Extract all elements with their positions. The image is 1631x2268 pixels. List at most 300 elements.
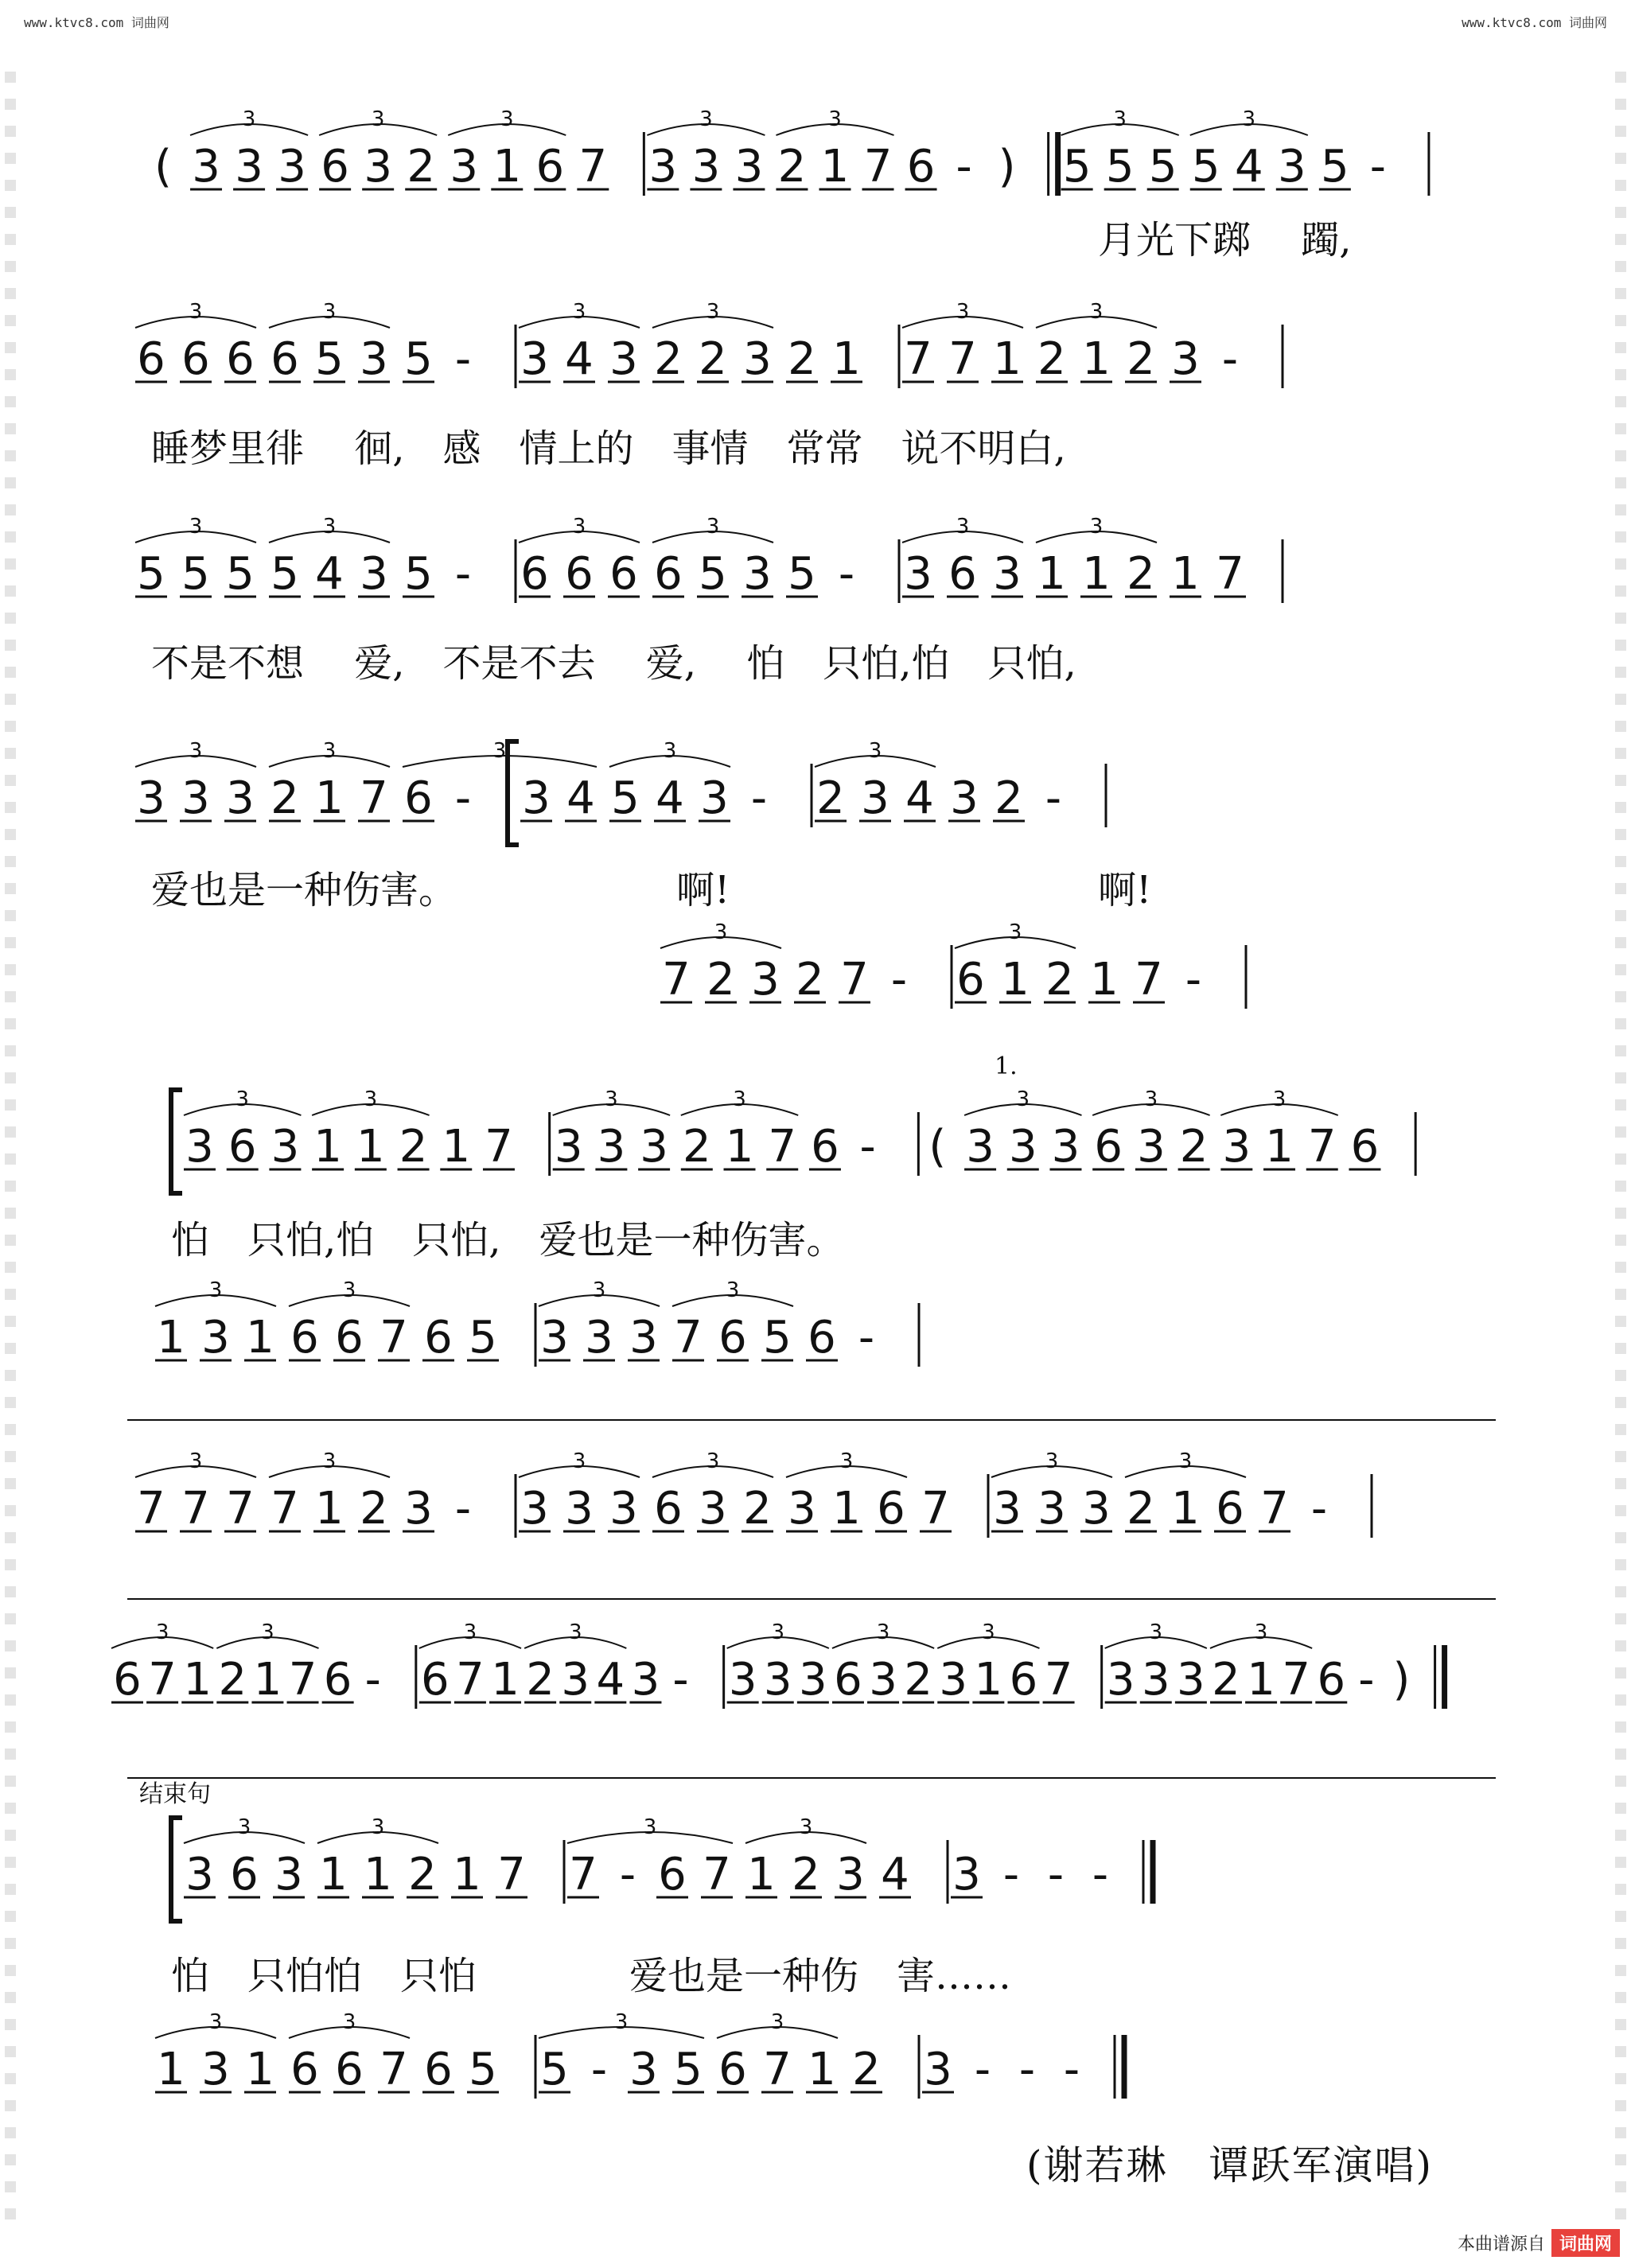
jianpu-note: 6 <box>565 548 594 600</box>
triplet-mark: 3 <box>371 107 385 131</box>
jianpu-note: 6 <box>1317 1654 1346 1706</box>
triplet-mark: 3 <box>155 1620 169 1644</box>
triplet-mark: 3 <box>614 2010 629 2034</box>
jianpu-note: 7 <box>1307 1121 1337 1173</box>
jianpu-note: 3 <box>192 141 220 193</box>
jianpu-note: 6 <box>718 2044 747 2095</box>
jianpu-note: 3 <box>924 2044 952 2095</box>
jianpu-note: 3 <box>728 1654 757 1706</box>
triplet-mark: 3 <box>236 1087 249 1111</box>
jianpu-note: 6 <box>834 1654 862 1706</box>
jianpu-note: 5 <box>404 333 433 385</box>
jianpu-note: 1 <box>319 1849 348 1900</box>
jianpu-note: - <box>1310 1483 1328 1535</box>
jianpu-note: 7 <box>703 1849 731 1900</box>
triplet-mark: 3 <box>189 739 203 763</box>
jianpu-note: 7 <box>904 333 932 385</box>
jianpu-note: 3 <box>788 1483 816 1535</box>
jianpu-note: - <box>454 1483 472 1535</box>
lyric-line: 睡梦里徘 徊, 感 情上的 事情 常常 说不明白, <box>151 426 1066 471</box>
jianpu-note: 4 <box>596 1654 625 1706</box>
jianpu-note: 3 <box>137 772 165 824</box>
jianpu-note: 1 <box>442 1121 471 1173</box>
jianpu-note: 1 <box>157 2044 185 2095</box>
jianpu-note: 6 <box>421 1654 450 1706</box>
triplet-mark: 3 <box>237 1815 251 1839</box>
jianpu-note: 7 <box>1044 1654 1073 1706</box>
jianpu-note: 1 <box>1247 1654 1275 1706</box>
triplet-mark: 3 <box>189 300 203 324</box>
jianpu-note: 1 <box>246 2044 274 2095</box>
jianpu-note: 2 <box>904 1654 932 1706</box>
jianpu-note: 3 <box>1082 1483 1111 1535</box>
jianpu-note: - <box>1185 954 1202 1006</box>
triplet-mark: 3 <box>322 1449 337 1473</box>
jianpu-note: 6 <box>658 1849 687 1900</box>
jianpu-note: 5 <box>788 548 816 600</box>
jianpu-note: 6 <box>404 772 433 824</box>
triplet-mark: 3 <box>1008 920 1022 944</box>
jianpu-note: 6 <box>335 1312 364 1364</box>
jianpu-note: 7 <box>456 1654 485 1706</box>
jianpu-note: 5 <box>1062 141 1092 193</box>
jianpu-note: 1 <box>808 2044 836 2095</box>
triplet-mark: 3 <box>500 107 514 131</box>
triplet-mark: 3 <box>956 515 970 539</box>
jianpu-note: 1 <box>1082 333 1111 385</box>
triplet-mark: 3 <box>364 1087 378 1111</box>
jianpu-note: 6 <box>424 2044 453 2095</box>
system-bracket <box>508 741 519 845</box>
jianpu-note: 3 <box>1037 1483 1066 1535</box>
jianpu-note: 4 <box>905 772 934 824</box>
jianpu-note: 3 <box>799 1654 827 1706</box>
jianpu-note: 3 <box>554 1121 583 1173</box>
jianpu-note: 5 <box>699 548 727 600</box>
triplet-mark: 3 <box>699 107 713 131</box>
jianpu-note: 1 <box>747 1849 776 1900</box>
jianpu-note: 6 <box>654 1483 683 1535</box>
triplet-mark: 3 <box>1254 1620 1268 1644</box>
jianpu-note: 2 <box>852 2044 881 2095</box>
triplet-mark: 3 <box>371 1815 385 1839</box>
jianpu-note: 3 <box>836 1849 865 1900</box>
jianpu-note: 2 <box>1037 333 1066 385</box>
jianpu-note: - <box>672 1654 689 1706</box>
jianpu-note: 7 <box>578 141 608 193</box>
jianpu-note: - <box>1045 772 1062 824</box>
triplet-mark: 3 <box>828 107 842 131</box>
jianpu-note: 3 <box>609 333 638 385</box>
jianpu-note: 7 <box>485 1121 513 1173</box>
jianpu-note: 7 <box>569 1849 598 1900</box>
jianpu-note: 1 <box>253 1654 282 1706</box>
triplet-mark: 3 <box>714 920 728 944</box>
jianpu-note: 1 <box>491 1654 520 1706</box>
jianpu-note: ) <box>1392 1654 1411 1706</box>
jianpu-note: 7 <box>497 1849 526 1900</box>
triplet-mark: 3 <box>876 1620 890 1644</box>
jianpu-note: 1 <box>1090 954 1119 1006</box>
jianpu-note: 6 <box>520 548 549 600</box>
triplet-mark: 3 <box>706 515 720 539</box>
triplet-mark: 3 <box>1045 1449 1059 1473</box>
jianpu-note: 7 <box>863 141 893 193</box>
jianpu-note: 6 <box>290 2044 319 2095</box>
jianpu-note: 6 <box>271 333 299 385</box>
jianpu-note: 3 <box>1106 1654 1135 1706</box>
jianpu-note: - <box>838 548 855 600</box>
jianpu-note: 7 <box>380 1312 408 1364</box>
jianpu-note: 3 <box>640 1121 668 1173</box>
jianpu-note: 7 <box>380 2044 408 2095</box>
jianpu-note: 6 <box>718 1312 747 1364</box>
jianpu-note: 3 <box>185 1121 214 1173</box>
jianpu-note: - <box>858 1312 875 1364</box>
jianpu-note: 5 <box>315 333 344 385</box>
jianpu-note: - <box>1063 2044 1080 2095</box>
jianpu-note: 1 <box>993 333 1022 385</box>
triplet-mark: 3 <box>208 1278 223 1302</box>
jianpu-note: 1 <box>356 1121 385 1173</box>
triplet-mark: 3 <box>261 1620 274 1644</box>
jianpu-note: 3 <box>404 1483 433 1535</box>
triplet-mark: 3 <box>1149 1620 1163 1644</box>
jianpu-note: 7 <box>1216 548 1244 600</box>
triplet-mark: 3 <box>189 1449 203 1473</box>
triplet-mark: 3 <box>605 1087 618 1111</box>
jianpu-note: 5 <box>763 1312 792 1364</box>
ending-label: 1. <box>995 1052 1018 1080</box>
lyric-line: 爱也是一种伤害。 <box>151 868 457 912</box>
jianpu-note: 1 <box>832 1483 861 1535</box>
jianpu-note: 7 <box>921 1483 950 1535</box>
jianpu-note: - <box>859 1121 876 1173</box>
jianpu-note: 6 <box>1009 1654 1038 1706</box>
jianpu-note: 2 <box>1127 333 1155 385</box>
jianpu-note: 5 <box>540 2044 569 2095</box>
jianpu-note: 2 <box>218 1654 247 1706</box>
jianpu-note: - <box>1369 141 1386 193</box>
jianpu-note: 1 <box>364 1849 392 1900</box>
jianpu-note: 7 <box>763 2044 792 2095</box>
jianpu-note: 6 <box>811 1121 839 1173</box>
jianpu-note: 3 <box>904 548 932 600</box>
jianpu-note: 2 <box>1127 548 1155 600</box>
jianpu-note: 3 <box>631 1654 660 1706</box>
jianpu-note: 7 <box>674 1312 703 1364</box>
jianpu-note: 2 <box>682 1121 711 1173</box>
jianpu-note: 6 <box>1350 1121 1380 1173</box>
jianpu-note: 3 <box>271 1121 300 1173</box>
jianpu-note: 2 <box>1127 1483 1155 1535</box>
jianpu-note: - <box>364 1654 381 1706</box>
jianpu-note: 7 <box>948 333 977 385</box>
jianpu-note: 6 <box>323 1654 352 1706</box>
jianpu-note: 3 <box>734 141 764 193</box>
jianpu-note: - <box>619 1849 636 1900</box>
jianpu-note: 6 <box>321 141 349 193</box>
jianpu-note: 2 <box>360 1483 388 1535</box>
lyric-line: 怕 只怕,怕 只怕, 爱也是一种伤害。 <box>171 1218 845 1262</box>
triplet-mark: 3 <box>643 1815 657 1839</box>
triplet-mark: 3 <box>208 2010 223 2034</box>
jianpu-note: 7 <box>768 1121 797 1173</box>
jianpu-note: - <box>454 772 472 824</box>
jianpu-note: 6 <box>906 141 936 193</box>
jianpu-note: 6 <box>1216 1483 1244 1535</box>
jianpu-note: 3 <box>609 1483 638 1535</box>
jianpu-note: 5 <box>1191 141 1220 193</box>
jianpu-note: ) <box>998 141 1016 193</box>
jianpu-note: 6 <box>948 548 977 600</box>
triplet-mark: 3 <box>706 300 720 324</box>
lyric-line: 怕 只怕怕 只怕 爱也是一种伤 害…… <box>171 1954 1012 1998</box>
triplet-mark: 3 <box>733 1087 746 1111</box>
jianpu-note: 7 <box>226 1483 255 1535</box>
triplet-mark: 3 <box>1178 1449 1193 1473</box>
jianpu-note: - <box>1002 1849 1020 1900</box>
jianpu-note: 7 <box>181 1483 210 1535</box>
jianpu-note: 2 <box>743 1483 772 1535</box>
jianpu-note: 3 <box>561 1654 590 1706</box>
jianpu-note: 7 <box>271 1483 299 1535</box>
jianpu-note: - <box>890 954 908 1006</box>
jianpu-note: 1 <box>453 1849 481 1900</box>
jianpu-note: 4 <box>656 772 684 824</box>
jianpu-note: 6 <box>113 1654 142 1706</box>
jianpu-note: 2 <box>407 141 436 193</box>
jianpu-note: 5 <box>226 548 255 600</box>
jianpu-note: - <box>1221 333 1239 385</box>
jianpu-note: 3 <box>993 1483 1022 1535</box>
jianpu-note: 5 <box>1321 141 1349 193</box>
jianpu-note: 7 <box>662 954 691 1006</box>
jianpu-note: 5 <box>1105 141 1135 193</box>
jianpu-note: 5 <box>1148 141 1178 193</box>
header-site-left: www.ktvc8.com 词曲网 <box>24 15 169 30</box>
system-bracket <box>171 1818 182 1921</box>
jianpu-note: 3 <box>869 1654 897 1706</box>
system-bracket <box>171 1090 182 1193</box>
jianpu-note: 3 <box>364 141 392 193</box>
jianpu-note: 2 <box>816 772 845 824</box>
triplet-mark: 3 <box>242 107 256 131</box>
jianpu-note: 2 <box>796 954 824 1006</box>
jianpu-note: 3 <box>1222 1121 1251 1173</box>
jianpu-note: 2 <box>995 772 1023 824</box>
jianpu-note: 7 <box>840 954 869 1006</box>
jianpu-note: 1 <box>1001 954 1030 1006</box>
jianpu-note: - <box>1358 1654 1375 1706</box>
lyric-line: 不是不想 爱, 不是不去 爱, 怕 只怕,怕 只怕, <box>151 641 1076 686</box>
footer-source-text: 本曲谱源自 <box>1457 2235 1545 2254</box>
triplet-mark: 3 <box>568 1620 582 1644</box>
jianpu-note: 3 <box>966 1121 995 1173</box>
jianpu-note: 3 <box>1141 1654 1170 1706</box>
jianpu-note: 1 <box>1037 548 1066 600</box>
jianpu-note: 1 <box>725 1121 754 1173</box>
triplet-mark: 3 <box>1016 1087 1030 1111</box>
jianpu-note: 1 <box>246 1312 274 1364</box>
jianpu-note: 6 <box>137 333 165 385</box>
triplet-mark: 3 <box>463 1620 477 1644</box>
jianpu-note: 5 <box>611 772 640 824</box>
jianpu-note: 2 <box>707 954 735 1006</box>
jianpu-note: 4 <box>566 772 595 824</box>
jianpu-note: 3 <box>939 1654 968 1706</box>
jianpu-note: 7 <box>1282 1654 1310 1706</box>
jianpu-note: 1 <box>315 772 344 824</box>
triplet-mark: 3 <box>982 1620 995 1644</box>
jianpu-note: 3 <box>278 141 306 193</box>
triplet-mark: 3 <box>771 1620 785 1644</box>
jianpu-note: 6 <box>290 1312 319 1364</box>
jianpu-note: 3 <box>597 1121 626 1173</box>
jianpu-note: 3 <box>861 772 889 824</box>
jianpu-note: 3 <box>743 548 772 600</box>
triplet-mark: 3 <box>189 515 203 539</box>
jianpu-note: 3 <box>691 141 721 193</box>
triplet-mark: 3 <box>1144 1087 1158 1111</box>
triplet-mark: 3 <box>492 739 507 763</box>
jianpu-note: 4 <box>881 1849 909 1900</box>
jianpu-note: 2 <box>699 333 727 385</box>
jianpu-note: 1 <box>1265 1121 1294 1173</box>
jianpu-note: 1 <box>1171 548 1200 600</box>
jianpu-note: 3 <box>993 548 1022 600</box>
jianpu-note: - <box>454 333 472 385</box>
triplet-mark: 3 <box>839 1449 854 1473</box>
jianpu-note: 6 <box>654 548 683 600</box>
triplet-mark: 3 <box>706 1449 720 1473</box>
jianpu-note: - <box>1047 1849 1065 1900</box>
jianpu-note: 3 <box>700 772 729 824</box>
jianpu-note: 5 <box>271 548 299 600</box>
jianpu-note: 3 <box>235 141 263 193</box>
jianpu-note: 5 <box>674 2044 703 2095</box>
jianpu-note: 3 <box>1177 1654 1205 1706</box>
jianpu-note: 5 <box>469 2044 497 2095</box>
jianpu-note: 3 <box>1137 1121 1166 1173</box>
triplet-mark: 3 <box>868 739 882 763</box>
jianpu-note: ( <box>154 141 172 193</box>
jianpu-note: 7 <box>137 1483 165 1535</box>
jianpu-note: 2 <box>1045 954 1074 1006</box>
jianpu-note: 6 <box>226 333 255 385</box>
jianpu-note: 3 <box>699 1483 727 1535</box>
jianpu-note: 3 <box>201 2044 230 2095</box>
jianpu-note: 3 <box>226 772 255 824</box>
jianpu-note: 2 <box>526 1654 555 1706</box>
jianpu-note: 3 <box>952 1849 981 1900</box>
jianpu-note: 4 <box>1234 141 1263 193</box>
jianpu-note: 2 <box>399 1121 428 1173</box>
jianpu-note: 2 <box>1212 1654 1240 1706</box>
jianpu-note: 3 <box>201 1312 230 1364</box>
jianpu-note: 5 <box>469 1312 497 1364</box>
triplet-mark: 3 <box>322 300 337 324</box>
jianpu-note: 1 <box>1171 1483 1200 1535</box>
jianpu-note: 1 <box>492 141 522 193</box>
triplet-mark: 3 <box>1272 1087 1287 1111</box>
header-site-right: www.ktvc8.com 词曲网 <box>1462 15 1607 30</box>
jianpu-note: 3 <box>520 1483 549 1535</box>
footer-brand-logo: 词曲网 <box>1551 2229 1620 2257</box>
jianpu-note: 3 <box>648 141 678 193</box>
jianpu-note: 2 <box>788 333 816 385</box>
jianpu-note: 1 <box>1082 548 1111 600</box>
jianpu-note: 3 <box>360 548 388 600</box>
jianpu-note: 1 <box>313 1121 342 1173</box>
triplet-mark: 3 <box>1242 107 1256 131</box>
triplet-mark: 3 <box>1089 515 1104 539</box>
jianpu-note: 7 <box>288 1654 317 1706</box>
jianpu-note: 2 <box>777 141 807 193</box>
triplet-mark: 3 <box>572 300 586 324</box>
jianpu-note: - <box>590 2044 608 2095</box>
performer-credit: (谢若琳 谭跃军演唱) <box>1026 2142 1434 2188</box>
jianpu-note: 3 <box>360 333 388 385</box>
jianpu-note: 2 <box>1179 1121 1209 1173</box>
jianpu-note: 7 <box>1260 1483 1289 1535</box>
jianpu-note: 3 <box>520 333 549 385</box>
jianpu-note: 3 <box>1171 333 1200 385</box>
jianpu-note: 2 <box>271 772 299 824</box>
jianpu-note: - <box>750 772 768 824</box>
jianpu-note: 3 <box>763 1654 792 1706</box>
triplet-mark: 3 <box>592 1278 606 1302</box>
jianpu-note: 7 <box>148 1654 177 1706</box>
triplet-mark: 3 <box>322 739 337 763</box>
jianpu-note: 3 <box>629 1312 658 1364</box>
jianpu-note: 2 <box>408 1849 437 1900</box>
jianpu-note: 6 <box>181 333 210 385</box>
jianpu-note: 1 <box>974 1654 1003 1706</box>
footer-source <box>1458 2229 1620 2257</box>
jianpu-note: 3 <box>743 333 772 385</box>
jianpu-note: 6 <box>1094 1121 1123 1173</box>
jianpu-note: 7 <box>1135 954 1163 1006</box>
jianpu-note: 6 <box>609 548 638 600</box>
jianpu-note: 5 <box>137 548 165 600</box>
lyric-line: 啊! <box>676 868 730 912</box>
jianpu-note: 6 <box>956 954 985 1006</box>
jianpu-note: - <box>1092 1849 1109 1900</box>
jianpu-note: 5 <box>181 548 210 600</box>
jianpu-note: 1 <box>157 1312 185 1364</box>
jianpu-note: 3 <box>181 772 210 824</box>
triplet-mark: 3 <box>342 2010 356 2034</box>
jianpu-note: 3 <box>1051 1121 1080 1173</box>
jianpu-note: 3 <box>450 141 479 193</box>
triplet-mark: 3 <box>1089 300 1104 324</box>
jianpu-note: 3 <box>274 1849 303 1900</box>
jianpu-note: - <box>974 2044 991 2095</box>
triplet-mark: 3 <box>322 515 337 539</box>
lyric-line: 啊! <box>1098 868 1152 912</box>
jianpu-note: 3 <box>751 954 780 1006</box>
jianpu-note: 1 <box>315 1483 344 1535</box>
jianpu-note: 3 <box>1008 1121 1037 1173</box>
jianpu-note: 2 <box>792 1849 820 1900</box>
jianpu-note: 1 <box>832 333 861 385</box>
jianpu-note: 6 <box>424 1312 453 1364</box>
jianpu-note: 6 <box>335 2044 364 2095</box>
triplet-mark: 3 <box>956 300 970 324</box>
jianpu-note: 6 <box>808 1312 836 1364</box>
jianpu-note: 4 <box>315 548 344 600</box>
